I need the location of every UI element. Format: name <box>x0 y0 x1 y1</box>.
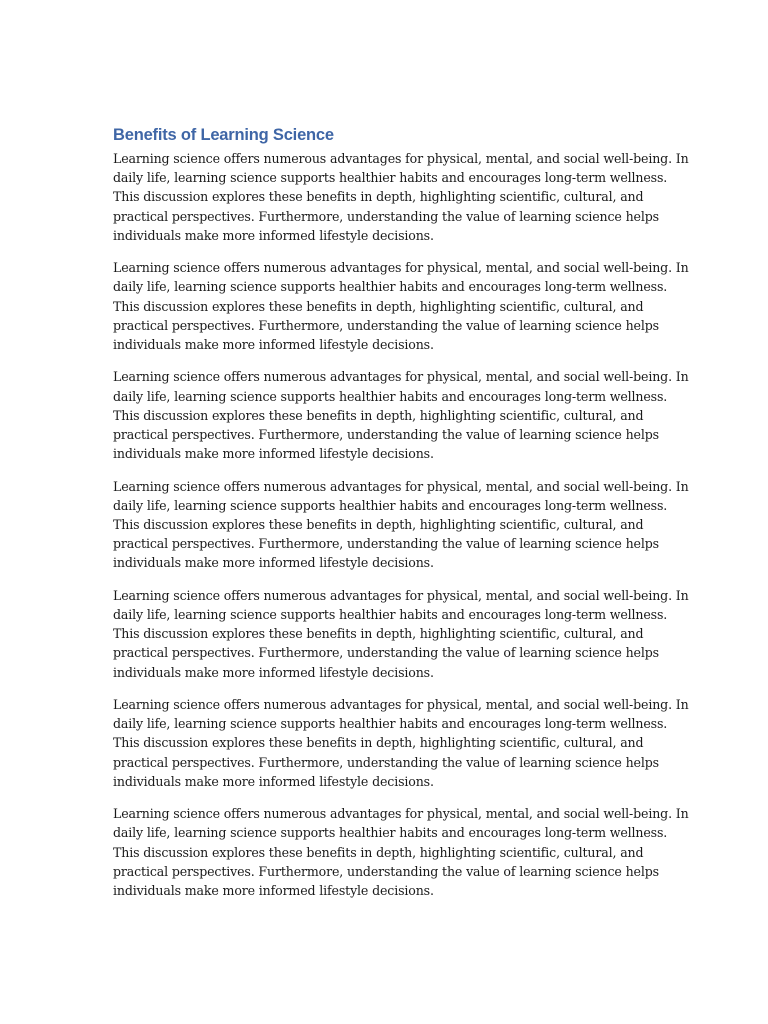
paragraph <box>113 477 689 573</box>
paragraph <box>113 695 689 791</box>
paragraph-line: This discussion explores these benefits in depth, highlighting scientific, cultural, and <box>113 517 644 533</box>
paragraph-line: daily life, learning science supports healthier habits and encourages long-term wellness. <box>113 388 668 404</box>
paragraph-line: Learning science offers numerous advantages for physical, mental, and social well-being. In <box>113 478 689 494</box>
document-title: Benefits of Learning Science <box>113 126 334 144</box>
paragraph-line: Learning science offers numerous advantages for physical, mental, and social well-being. In <box>113 151 689 166</box>
paragraph-line: daily life, learning science supports healthier habits and encourages long-term wellness. <box>113 279 668 295</box>
paragraph-line: individuals make more informed lifestyle decisions. <box>113 555 434 571</box>
paragraph-line: daily life, learning science supports healthier habits and encourages long-term wellness. <box>113 825 668 841</box>
paragraph <box>113 149 689 245</box>
paragraph <box>113 804 689 900</box>
paragraph-line: This discussion explores these benefits in depth, highlighting scientific, cultural, and <box>113 298 644 314</box>
paragraph-line: This discussion explores these benefits in depth, highlighting scientific, cultural, and <box>113 626 644 642</box>
paragraph-line: individuals make more informed lifestyle decisions. <box>113 664 434 680</box>
paragraph <box>113 258 689 354</box>
paragraph-line: practical perspectives. Furthermore, understanding the value of learning science helps <box>113 863 659 879</box>
paragraph-line: individuals make more informed lifestyle decisions. <box>113 883 434 899</box>
paragraph-line: Learning science offers numerous advantages for physical, mental, and social well-being. In <box>113 587 689 603</box>
paragraph-line: Learning science offers numerous advantages for physical, mental, and social well-being. In <box>113 697 689 713</box>
document-body <box>113 124 689 913</box>
paragraph-line: individuals make more informed lifestyle decisions. <box>113 446 434 462</box>
paragraph-line: Learning science offers numerous advantages for physical, mental, and social well-being. In <box>113 806 689 822</box>
paragraph-line: individuals make more informed lifestyle decisions. <box>113 773 434 789</box>
paragraph-line: individuals make more informed lifestyle decisions. <box>113 227 434 243</box>
paragraph-line: Learning science offers numerous advantages for physical, mental, and social well-being. In <box>113 260 689 276</box>
paragraph-line: daily life, learning science supports healthier habits and encourages long-term wellness. <box>113 497 668 513</box>
paragraph-line: practical perspectives. Furthermore, understanding the value of learning science helps <box>113 645 659 661</box>
paragraph-line: practical perspectives. Furthermore, understanding the value of learning science helps <box>113 317 659 333</box>
paragraph-line: daily life, learning science supports healthier habits and encourages long-term wellness. <box>113 607 668 623</box>
paragraph-line: individuals make more informed lifestyle decisions. <box>113 337 434 353</box>
paragraph-line: practical perspectives. Furthermore, understanding the value of learning science helps <box>113 208 659 224</box>
paragraph-line: This discussion explores these benefits in depth, highlighting scientific, cultural, and <box>113 735 644 751</box>
paragraph-line: This discussion explores these benefits in depth, highlighting scientific, cultural, and <box>113 407 644 423</box>
paragraph-line: This discussion explores these benefits in depth, highlighting scientific, cultural, and <box>113 189 644 205</box>
paragraph-line: Learning science offers numerous advantages for physical, mental, and social well-being. In <box>113 369 689 385</box>
paragraph <box>113 367 689 463</box>
paragraph-line: practical perspectives. Furthermore, understanding the value of learning science helps <box>113 427 659 443</box>
paragraph-line: practical perspectives. Furthermore, understanding the value of learning science helps <box>113 536 659 552</box>
paragraph-line: practical perspectives. Furthermore, understanding the value of learning science helps <box>113 754 659 770</box>
paragraph-line: daily life, learning science supports healthier habits and encourages long-term wellness. <box>113 716 668 732</box>
paragraph-line: This discussion explores these benefits in depth, highlighting scientific, cultural, and <box>113 844 644 860</box>
paragraph-line: daily life, learning science supports healthier habits and encourages long-term wellness. <box>113 170 668 186</box>
paragraph <box>113 586 689 682</box>
